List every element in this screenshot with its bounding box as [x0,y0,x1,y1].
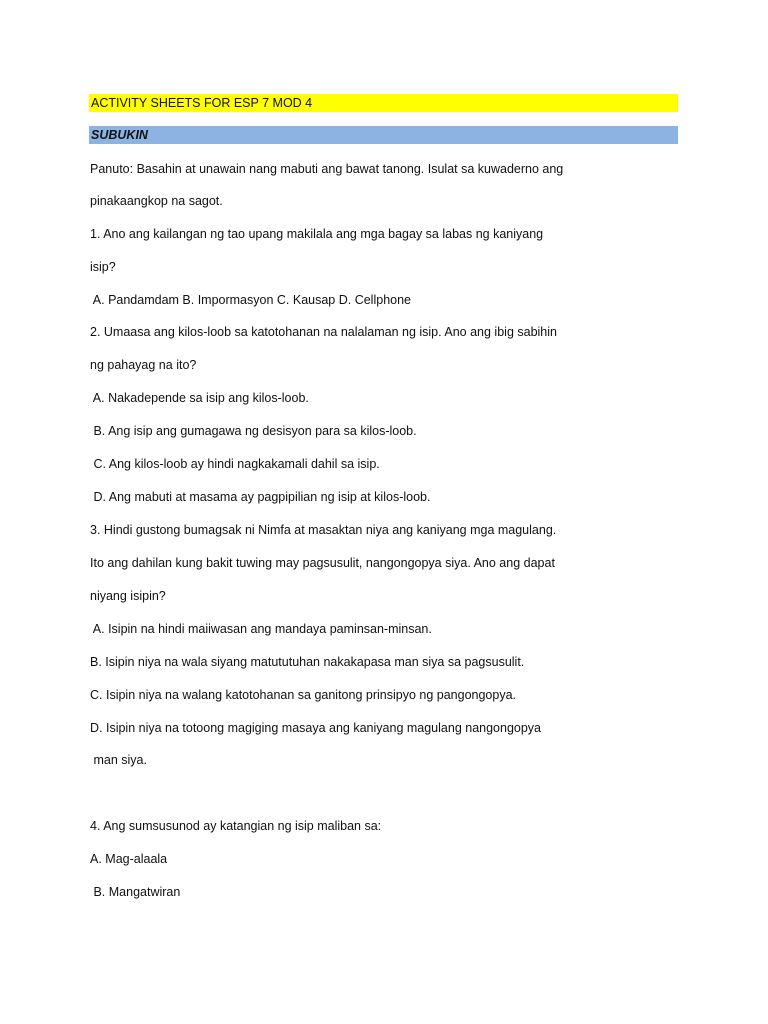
text-line: 2. Umaasa ang kilos-loob sa katotohanan na nalalaman ng isip. Ano ang ibig sabihin [90,325,557,339]
text-line: A. Isipin na hindi maiiwasan ang mandaya paminsan-minsan. [90,622,432,636]
text-line: pinakaangkop na sagot. [90,194,223,208]
text-line: C. Isipin niya na walang katotohanan sa ganitong prinsipyo ng pangongopya. [90,688,517,702]
text-line: ng pahayag na ito? [90,358,197,372]
text-line: C. Ang kilos-loob ay hindi nagkakamali dahil sa isip. [90,457,380,471]
text-line: 1. Ano ang kailangan ng tao upang makilala ang mga bagay sa labas ng kaniyang [90,227,544,241]
title-highlight [89,94,678,112]
text-line: A. Pandamdam B. Impormasyon C. Kausap D. Cellphone [90,293,411,307]
text-line: Ito ang dahilan kung bakit tuwing may pagsusulit, nangongopya siya. Ano ang dapat [90,556,555,570]
text-line: B. Isipin niya na wala siyang matututuhan nakakapasa man siya sa pagsusulit. [90,655,525,669]
text-line: isip? [90,260,116,274]
text-line: A. Mag-alaala [90,852,168,866]
section-highlight [89,126,678,144]
text-line: D. Isipin niya na totoong magiging masaya ang kaniyang magulang nangongopya [90,721,542,735]
text-line: B. Ang isip ang gumagawa ng desisyon para sa kilos-loob. [90,424,417,438]
text-line: B. Mangatwiran [90,885,181,899]
text-line: niyang isipin? [90,589,166,603]
text-line: 3. Hindi gustong bumagsak ni Nimfa at masaktan niya ang kaniyang mga magulang. [90,523,557,537]
text-line: man siya. [90,753,147,767]
document-title: ACTIVITY SHEETS FOR ESP 7 MOD 4 [91,96,313,110]
text-line: D. Ang mabuti at masama ay pagpipilian ng isip at kilos-loob. [90,490,431,504]
text-line: 4. Ang sumsusunod ay katangian ng isip maliban sa: [90,819,382,833]
text-line: A. Nakadepende sa isip ang kilos-loob. [90,391,309,405]
text-line: Panuto: Basahin at unawain nang mabuti ang bawat tanong. Isulat sa kuwaderno ang [90,162,564,176]
section-heading: SUBUKIN [91,128,148,142]
